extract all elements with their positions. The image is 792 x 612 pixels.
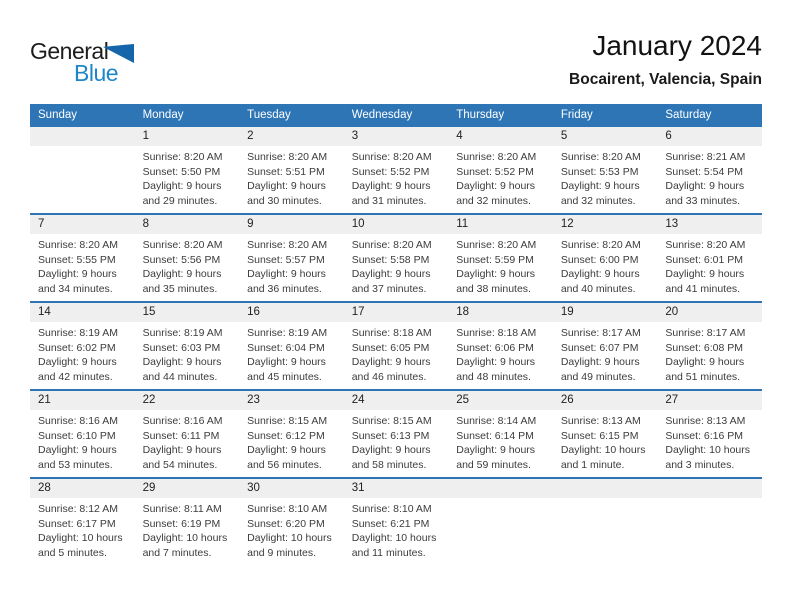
sunset-text: Sunset: 5:50 PM (142, 165, 221, 178)
daylight-text-cont: and 11 minutes. (351, 546, 426, 559)
day-number (30, 127, 135, 146)
day-cell (657, 214, 762, 302)
weekday-header-tuesday: Tuesday (239, 104, 344, 126)
day-cell (135, 214, 240, 302)
sunset-text: Sunset: 5:51 PM (247, 165, 325, 178)
day-number: 17 (344, 303, 449, 322)
sunrise-text: Sunrise: 8:21 AM (665, 151, 746, 163)
sunset-text: Sunset: 6:00 PM (560, 253, 639, 266)
day-number: 27 (657, 391, 762, 410)
daylight-text-cont: and 32 minutes. (456, 194, 531, 207)
daylight-text-cont: and 41 minutes. (665, 282, 741, 295)
daylight-text: Daylight: 9 hours (38, 356, 117, 369)
day-cell (657, 390, 762, 478)
daylight-text: Daylight: 9 hours (351, 444, 431, 457)
sunset-text: Sunset: 5:54 PM (665, 165, 744, 178)
daylight-text-cont: and 38 minutes. (456, 282, 531, 295)
day-cell (448, 214, 553, 302)
day-number: 21 (30, 391, 135, 410)
sunset-text: Sunset: 5:53 PM (560, 165, 639, 178)
weekday-header-sunday: Sunday (30, 104, 135, 126)
daylight-text-cont: and 40 minutes. (560, 282, 636, 295)
daylight-text-cont: and 54 minutes. (142, 458, 218, 471)
sunrise-text: Sunrise: 8:12 AM (38, 503, 118, 515)
day-cell (657, 126, 762, 214)
day-cell (553, 302, 658, 390)
sunset-text: Sunset: 6:11 PM (142, 429, 220, 442)
daylight-text-cont: and 44 minutes. (142, 370, 218, 383)
daylight-text-cont: and 37 minutes. (351, 282, 427, 295)
day-number: 20 (657, 303, 762, 322)
day-number: 22 (135, 391, 240, 410)
day-number: 4 (448, 127, 553, 146)
day-number: 25 (448, 391, 553, 410)
daylight-text-cont: and 56 minutes. (247, 458, 322, 471)
sunrise-text: Sunrise: 8:16 AM (38, 415, 118, 427)
daylight-text-cont: and 36 minutes. (247, 282, 322, 295)
sunset-text: Sunset: 6:02 PM (38, 341, 116, 354)
sunset-text: Sunset: 6:13 PM (351, 429, 430, 442)
daylight-text: Daylight: 9 hours (560, 356, 640, 369)
sunrise-text: Sunrise: 8:20 AM (560, 239, 641, 251)
day-number: 9 (239, 215, 344, 234)
daylight-text-cont: and 31 minutes. (351, 194, 427, 207)
day-number: 26 (553, 391, 658, 410)
sunset-text: Sunset: 6:20 PM (247, 517, 325, 530)
sunrise-text: Sunrise: 8:20 AM (456, 239, 537, 251)
daylight-text-cont: and 48 minutes. (456, 370, 531, 383)
day-cell (239, 126, 344, 214)
day-cell (30, 214, 135, 302)
day-cell (239, 214, 344, 302)
sunset-text: Sunset: 6:06 PM (456, 341, 534, 354)
day-number: 23 (239, 391, 344, 410)
sunset-text: Sunset: 6:04 PM (247, 341, 325, 354)
sunset-text: Sunset: 6:21 PM (351, 517, 430, 530)
sunset-text: Sunset: 5:55 PM (38, 253, 116, 266)
sunrise-text: Sunrise: 8:10 AM (247, 503, 328, 515)
sunrise-text: Sunrise: 8:20 AM (38, 239, 118, 251)
daylight-text: Daylight: 9 hours (38, 444, 117, 457)
day-cell (135, 390, 240, 478)
sunrise-text: Sunrise: 8:17 AM (560, 327, 641, 339)
day-number: 16 (239, 303, 344, 322)
day-number: 24 (344, 391, 449, 410)
daylight-text: Daylight: 9 hours (142, 180, 222, 193)
day-number: 11 (448, 215, 553, 234)
sunset-text: Sunset: 6:14 PM (456, 429, 534, 442)
daylight-text: Daylight: 9 hours (456, 444, 536, 457)
daylight-text-cont: and 3 minutes. (665, 458, 735, 471)
day-number: 1 (135, 127, 240, 146)
logo-text-general: General (30, 38, 109, 64)
week-row (30, 126, 762, 214)
title-block (569, 30, 762, 90)
sunset-text: Sunset: 6:05 PM (351, 341, 430, 354)
weekday-header-row (30, 104, 762, 126)
day-cell (553, 214, 658, 302)
day-cell (448, 302, 553, 390)
day-cell (239, 302, 344, 390)
day-cell (344, 302, 449, 390)
daylight-text: Daylight: 9 hours (247, 444, 326, 457)
week-row (30, 302, 762, 390)
daylight-text-cont: and 32 minutes. (560, 194, 636, 207)
day-cell (657, 302, 762, 390)
day-number (553, 479, 658, 498)
sunset-text: Sunset: 5:52 PM (351, 165, 430, 178)
sunrise-text: Sunrise: 8:16 AM (142, 415, 223, 427)
weekday-header-thursday: Thursday (448, 104, 553, 126)
sunrise-text: Sunrise: 8:20 AM (665, 239, 746, 251)
empty-day-cell (553, 478, 658, 566)
day-number: 3 (344, 127, 449, 146)
day-number: 5 (553, 127, 658, 146)
daylight-text-cont: and 58 minutes. (351, 458, 427, 471)
daylight-text-cont: and 49 minutes. (560, 370, 636, 383)
day-cell (30, 478, 135, 566)
day-number: 6 (657, 127, 762, 146)
daylight-text: Daylight: 9 hours (665, 356, 745, 369)
sunrise-text: Sunrise: 8:20 AM (247, 239, 328, 251)
day-cell (553, 390, 658, 478)
day-number: 8 (135, 215, 240, 234)
daylight-text: Daylight: 9 hours (247, 180, 326, 193)
day-cell (344, 390, 449, 478)
day-number: 7 (30, 215, 135, 234)
sunrise-text: Sunrise: 8:20 AM (142, 239, 223, 251)
sunrise-text: Sunrise: 8:20 AM (247, 151, 328, 163)
sunrise-text: Sunrise: 8:19 AM (38, 327, 118, 339)
day-cell (30, 390, 135, 478)
sunrise-text: Sunrise: 8:15 AM (351, 415, 432, 427)
weekday-header-friday: Friday (553, 104, 658, 126)
daylight-text-cont: and 34 minutes. (38, 282, 113, 295)
daylight-text-cont: and 59 minutes. (456, 458, 531, 471)
weekday-header-monday: Monday (135, 104, 240, 126)
daylight-text: Daylight: 9 hours (351, 356, 431, 369)
daylight-text: Daylight: 9 hours (247, 356, 326, 369)
sunset-text: Sunset: 6:15 PM (560, 429, 639, 442)
day-cell (344, 214, 449, 302)
daylight-text: Daylight: 9 hours (38, 268, 117, 281)
week-row (30, 214, 762, 302)
sunset-text: Sunset: 6:17 PM (38, 517, 116, 530)
day-cell (135, 126, 240, 214)
sunset-text: Sunset: 6:16 PM (665, 429, 744, 442)
day-number: 31 (344, 479, 449, 498)
daylight-text-cont: and 29 minutes. (142, 194, 218, 207)
day-cell (239, 478, 344, 566)
sunset-text: Sunset: 6:10 PM (38, 429, 116, 442)
day-number: 13 (657, 215, 762, 234)
daylight-text: Daylight: 10 hours (560, 444, 646, 457)
sunrise-text: Sunrise: 8:20 AM (351, 151, 432, 163)
empty-day-cell (448, 478, 553, 566)
sunset-text: Sunset: 6:03 PM (142, 341, 221, 354)
daylight-text: Daylight: 9 hours (351, 268, 431, 281)
sunset-text: Sunset: 5:52 PM (456, 165, 534, 178)
daylight-text: Daylight: 9 hours (351, 180, 431, 193)
day-number (657, 479, 762, 498)
day-number: 12 (553, 215, 658, 234)
page-title: January 2024 (592, 30, 762, 61)
daylight-text: Daylight: 9 hours (456, 356, 536, 369)
sunrise-text: Sunrise: 8:20 AM (142, 151, 223, 163)
sunrise-text: Sunrise: 8:14 AM (456, 415, 537, 427)
sunset-text: Sunset: 6:07 PM (560, 341, 639, 354)
weekday-header-saturday: Saturday (657, 104, 762, 126)
daylight-text: Daylight: 9 hours (560, 268, 640, 281)
day-cell (135, 478, 240, 566)
weekday-header-wednesday: Wednesday (344, 104, 449, 126)
daylight-text: Daylight: 9 hours (456, 268, 536, 281)
daylight-text-cont: and 46 minutes. (351, 370, 427, 383)
daylight-text: Daylight: 10 hours (142, 532, 228, 545)
sunset-text: Sunset: 6:19 PM (142, 517, 221, 530)
daylight-text: Daylight: 10 hours (665, 444, 751, 457)
daylight-text-cont: and 42 minutes. (38, 370, 113, 383)
sunset-text: Sunset: 5:59 PM (456, 253, 534, 266)
sunset-text: Sunset: 6:08 PM (665, 341, 744, 354)
sunrise-text: Sunrise: 8:13 AM (560, 415, 641, 427)
day-number: 14 (30, 303, 135, 322)
daylight-text: Daylight: 9 hours (560, 180, 640, 193)
sunrise-text: Sunrise: 8:20 AM (456, 151, 537, 163)
sunrise-text: Sunrise: 8:10 AM (351, 503, 432, 515)
day-cell (30, 302, 135, 390)
calendar-body (30, 126, 762, 566)
daylight-text-cont: and 53 minutes. (38, 458, 113, 471)
day-number: 19 (553, 303, 658, 322)
day-cell (239, 390, 344, 478)
sunset-text: Sunset: 6:01 PM (665, 253, 744, 266)
daylight-text-cont: and 1 minute. (560, 458, 625, 471)
sunset-text: Sunset: 5:57 PM (247, 253, 325, 266)
daylight-text: Daylight: 9 hours (665, 180, 745, 193)
day-cell (344, 126, 449, 214)
sunrise-text: Sunrise: 8:20 AM (560, 151, 641, 163)
daylight-text: Daylight: 10 hours (247, 532, 332, 545)
week-row (30, 478, 762, 566)
day-number (448, 479, 553, 498)
day-cell (448, 126, 553, 214)
calendar-table (30, 104, 762, 566)
daylight-text: Daylight: 10 hours (38, 532, 123, 545)
day-number: 2 (239, 127, 344, 146)
daylight-text: Daylight: 9 hours (665, 268, 745, 281)
daylight-text-cont: and 45 minutes. (247, 370, 322, 383)
daylight-text: Daylight: 10 hours (351, 532, 437, 545)
day-cell (135, 302, 240, 390)
daylight-text-cont: and 51 minutes. (665, 370, 741, 383)
sunrise-text: Sunrise: 8:17 AM (665, 327, 746, 339)
day-number: 28 (30, 479, 135, 498)
daylight-text: Daylight: 9 hours (456, 180, 536, 193)
empty-day-cell (30, 126, 135, 214)
daylight-text-cont: and 5 minutes. (38, 546, 107, 559)
sunrise-text: Sunrise: 8:20 AM (351, 239, 432, 251)
daylight-text-cont: and 9 minutes. (247, 546, 317, 559)
day-cell (344, 478, 449, 566)
page-subtitle: Bocairent, Valencia, Spain (569, 71, 762, 88)
day-number: 29 (135, 479, 240, 498)
day-number: 10 (344, 215, 449, 234)
sunset-text: Sunset: 6:12 PM (247, 429, 325, 442)
daylight-text: Daylight: 9 hours (142, 444, 222, 457)
sunrise-text: Sunrise: 8:18 AM (456, 327, 537, 339)
sunrise-text: Sunrise: 8:19 AM (247, 327, 328, 339)
general-blue-logo (30, 38, 170, 94)
day-cell (553, 126, 658, 214)
daylight-text: Daylight: 9 hours (142, 268, 222, 281)
day-cell (448, 390, 553, 478)
sunrise-text: Sunrise: 8:18 AM (351, 327, 432, 339)
day-number: 30 (239, 479, 344, 498)
day-number: 18 (448, 303, 553, 322)
sunset-text: Sunset: 5:58 PM (351, 253, 430, 266)
empty-day-cell (657, 478, 762, 566)
daylight-text-cont: and 7 minutes. (142, 546, 212, 559)
page-header (30, 0, 762, 104)
daylight-text-cont: and 30 minutes. (247, 194, 322, 207)
logo-text-blue: Blue (74, 60, 119, 86)
sunrise-text: Sunrise: 8:11 AM (142, 503, 222, 515)
daylight-text: Daylight: 9 hours (142, 356, 222, 369)
daylight-text: Daylight: 9 hours (247, 268, 326, 281)
sunrise-text: Sunrise: 8:13 AM (665, 415, 746, 427)
week-row (30, 390, 762, 478)
sunrise-text: Sunrise: 8:19 AM (142, 327, 223, 339)
day-number: 15 (135, 303, 240, 322)
daylight-text-cont: and 35 minutes. (142, 282, 218, 295)
sunset-text: Sunset: 5:56 PM (142, 253, 221, 266)
sunrise-text: Sunrise: 8:15 AM (247, 415, 328, 427)
daylight-text-cont: and 33 minutes. (665, 194, 741, 207)
